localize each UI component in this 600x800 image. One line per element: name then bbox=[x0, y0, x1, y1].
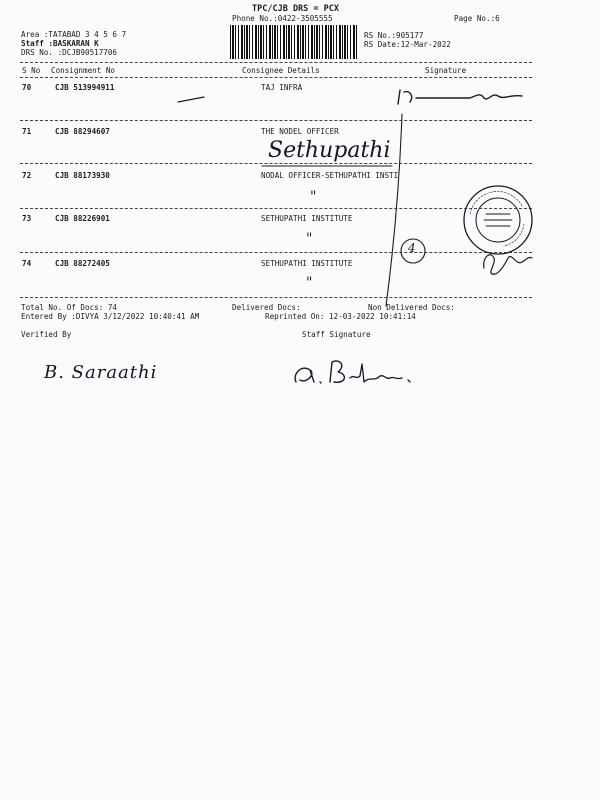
rule-row bbox=[20, 120, 532, 121]
row-sno: 71 bbox=[22, 127, 32, 136]
ditto-row74: " bbox=[306, 275, 313, 291]
reprinted-on: Reprinted On: 12-03-2022 10:41:14 bbox=[265, 312, 416, 321]
phone-number: Phone No.:0422-3505555 bbox=[232, 14, 333, 23]
rs-date: RS Date:12-Mar-2022 bbox=[364, 40, 451, 49]
verified-by-label: Verified By bbox=[21, 330, 72, 339]
ditto-row72: " bbox=[310, 189, 317, 205]
col-consignee: Consignee Details bbox=[242, 66, 320, 75]
underline-row71 bbox=[260, 162, 400, 172]
staff-label: Staff :BASKARAN K bbox=[21, 39, 99, 48]
rule-row bbox=[20, 208, 532, 209]
signature-row74 bbox=[478, 238, 536, 278]
page-number: Page No.:6 bbox=[454, 14, 500, 23]
vertical-pen-stroke bbox=[380, 110, 410, 310]
drs-number: DRS No. :DCJB90517706 bbox=[21, 48, 118, 57]
col-consignment: Consignment No bbox=[51, 66, 116, 75]
row-sno: 73 bbox=[22, 214, 32, 223]
verified-signature: B. Saraathi bbox=[44, 362, 158, 383]
row-sno: 74 bbox=[22, 259, 32, 268]
delivered-docs: Delivered Docs: bbox=[232, 303, 301, 312]
rule-row bbox=[20, 252, 532, 253]
handwriting-row71: Sethupathi bbox=[268, 138, 391, 163]
row-sno: 72 bbox=[22, 171, 32, 180]
rule-header-bottom bbox=[20, 77, 532, 78]
entered-by: Entered By :DIVYA 3/12/2022 10:40:41 AM bbox=[21, 312, 200, 321]
circled-mark-text: 4 bbox=[408, 241, 416, 255]
signature-row70 bbox=[170, 84, 540, 114]
rule-top bbox=[20, 62, 532, 63]
row-consignment: CJB 88272405 bbox=[55, 259, 110, 268]
row-consignee: TAJ INFRA bbox=[261, 83, 303, 92]
row-consignment: CJB 513994911 bbox=[55, 83, 115, 92]
rule-row bbox=[20, 297, 532, 298]
row-consignee: SETHUPATHI INSTITUTE bbox=[261, 259, 353, 268]
non-delivered-docs: Non Delivered Docs: bbox=[368, 303, 455, 312]
row-consignee: THE NODEL OFFICER bbox=[261, 127, 339, 136]
barcode bbox=[230, 25, 358, 59]
staff-signature bbox=[290, 356, 420, 390]
row-consignee: SETHUPATHI INSTITUTE bbox=[261, 214, 353, 223]
rs-number: RS No.:905177 bbox=[364, 31, 424, 40]
document-title: TPC/CJB DRS = PCX bbox=[252, 4, 339, 14]
row-sno: 70 bbox=[22, 83, 32, 92]
ditto-row73: " bbox=[306, 231, 313, 247]
row-consignment: CJB 88226901 bbox=[55, 214, 110, 223]
staff-signature-label: Staff Signature bbox=[302, 330, 371, 339]
area-label: Area :TATABAD 3 4 5 6 7 bbox=[21, 30, 127, 39]
total-docs: Total No. Of Docs: 74 bbox=[21, 303, 118, 312]
row-consignee: NODAL OFFICER-SETHUPATHI INSTI bbox=[261, 171, 399, 180]
row-consignment: CJB 88173930 bbox=[55, 171, 110, 180]
row-consignment: CJB 88294607 bbox=[55, 127, 110, 136]
col-signature: Signature bbox=[425, 66, 467, 75]
col-sno: S No bbox=[22, 66, 41, 75]
